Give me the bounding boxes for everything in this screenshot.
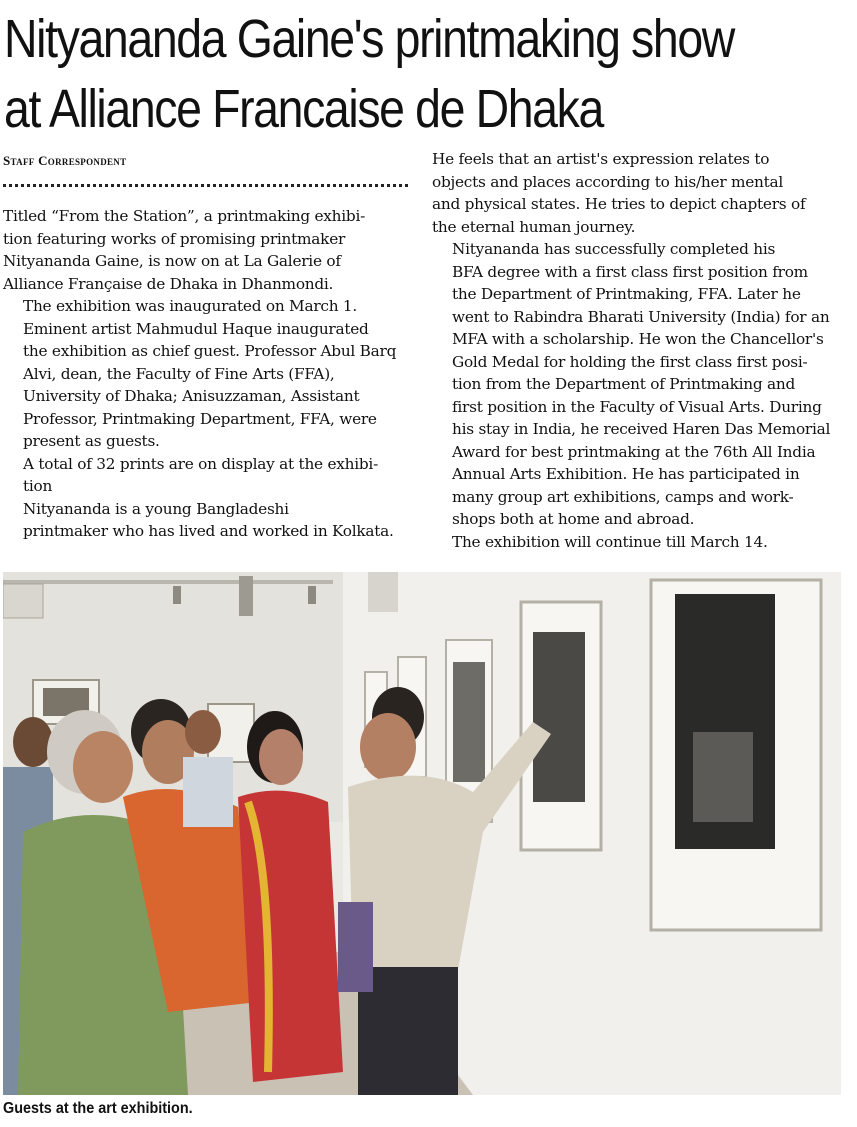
article-line: Eminent artist Mahmudul Haque inaugurated xyxy=(23,319,369,338)
article-paragraph xyxy=(432,238,847,531)
article-column-2 xyxy=(432,148,847,553)
byline: Staff Correspondent xyxy=(3,153,127,168)
photo-caption: Guests at the art exhibition. xyxy=(3,1100,193,1117)
article-line: MFA with a scholarship. He won the Chancellor's xyxy=(452,330,824,348)
headline-line-2: at Alliance Francaise de Dhaka xyxy=(4,79,603,139)
article-line: tion from the Department of Printmaking and xyxy=(452,375,796,393)
article-line: Alvi, dean, the Faculty of Fine Arts (FFA), xyxy=(23,364,335,383)
exhibition-photo xyxy=(3,572,841,1095)
headline xyxy=(4,4,735,144)
article-line: Nityananda has successfully completed his xyxy=(452,240,776,258)
article-paragraph xyxy=(3,453,413,498)
article-paragraph xyxy=(432,148,847,238)
article-line: shops both at home and abroad. xyxy=(452,510,695,528)
article-paragraph xyxy=(3,498,413,543)
article-line: Titled “From the Station”, a printmaking exhibi- xyxy=(3,207,366,225)
article-line: printmaker who has lived and worked in Kolkata. xyxy=(23,522,394,540)
article-line: the eternal human journey. xyxy=(432,217,636,236)
article-line: and physical states. He tries to depict chapters of xyxy=(432,195,806,213)
article-line: first position in the Faculty of Visual Arts. During xyxy=(452,397,822,416)
article-line: Nityananda is a young Bangladeshi xyxy=(23,499,289,518)
article-column-1 xyxy=(3,205,413,543)
article-line: Nityananda Gaine, is now on at La Galerie of xyxy=(3,252,341,270)
article-line: A total of 32 prints are on display at the exhibi- xyxy=(23,454,378,473)
exhibition-photo-illustration xyxy=(3,572,841,1095)
article-line: He feels that an artist's expression relates to xyxy=(432,150,770,168)
article-line: objects and places according to his/her mental xyxy=(432,172,784,191)
article-paragraph xyxy=(3,295,413,453)
article-paragraph xyxy=(432,531,847,554)
article-line: the exhibition as chief guest. Professor Abul Barq xyxy=(23,342,397,360)
article-line: Award for best printmaking at the 76th All India xyxy=(452,442,816,461)
article-line: went to Rabindra Bharati University (India) for an xyxy=(452,307,830,326)
article-line: University of Dhaka; Anisuzzaman, Assistant xyxy=(23,387,360,405)
article-line: BFA degree with a first class first position from xyxy=(452,262,808,281)
headline-line-1: Nityananda Gaine's printmaking show xyxy=(4,9,734,69)
dotted-divider xyxy=(3,184,408,187)
article-line: many group art exhibitions, camps and work- xyxy=(452,487,794,506)
article-line: Annual Arts Exhibition. He has participated in xyxy=(452,465,800,483)
article-line: Professor, Printmaking Department, FFA, were xyxy=(23,409,377,428)
article-line: the Department of Printmaking, FFA. Later he xyxy=(452,285,801,303)
article-line: Alliance Française de Dhaka in Dhanmondi. xyxy=(3,274,334,293)
article-line: The exhibition will continue till March 14. xyxy=(452,532,768,551)
article-line: tion xyxy=(23,477,53,495)
article-line: his stay in India, he received Haren Das Memorial xyxy=(452,420,831,438)
article-paragraph xyxy=(3,205,413,295)
article-line: tion featuring works of promising printmaker xyxy=(3,229,346,248)
article-line: Gold Medal for holding the first class first posi- xyxy=(452,352,808,371)
article-line: present as guests. xyxy=(23,432,160,450)
article-line: The exhibition was inaugurated on March 1. xyxy=(23,297,358,315)
